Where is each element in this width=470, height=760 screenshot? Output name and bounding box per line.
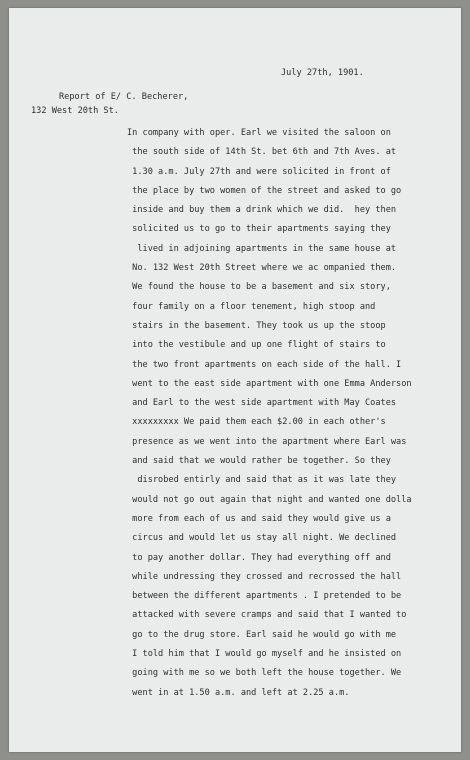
report-body-line: going with me so we both left the house together. We — [127, 668, 402, 679]
report-body-line: into the vestibule and up one flight of stairs to — [127, 340, 386, 351]
report-body-line: and Earl to the west side apartment with May Coates — [127, 398, 397, 409]
report-body-line: attacked with severe cramps and said that I wanted to — [127, 610, 407, 621]
report-body-line: 1.30 a.m. July 27th and were solicited in front of — [127, 166, 391, 177]
report-body — [127, 124, 457, 703]
report-body-line: while undressing they crossed and recrossed the hall — [127, 571, 402, 582]
report-body-line: between the different apartments . I pretended to be — [127, 591, 402, 602]
report-body-line: circus and would let us stay all night. We declined — [127, 533, 397, 544]
report-body-line: go to the drug store. Earl said he would go with me — [127, 629, 397, 640]
report-body-line: went to the east side apartment with one Emma Anderson — [127, 378, 412, 389]
report-body-line: I told him that I would go myself and he insisted on — [127, 649, 402, 660]
report-date: July 27th, 1901. — [281, 68, 364, 78]
report-body-line: went in at 1.50 a.m. and left at 2.25 a.m. — [127, 687, 350, 698]
document-page — [9, 8, 461, 752]
report-body-line: solicited us to go to their apartments saying they — [127, 224, 391, 235]
report-body-line: more from each of us and said they would give us a — [127, 513, 391, 524]
report-body-line: No. 132 West 20th Street where we ac ompanied them. — [127, 263, 397, 274]
report-body-line: would not go out again that night and wanted one dolla — [127, 494, 412, 505]
report-body-line: stairs in the basement. They took us up the stoop — [127, 320, 386, 331]
report-body-line: four family on a floor tenement, high stoop and — [127, 301, 376, 312]
report-body-line: xxxxxxxxx We paid them each $2.00 in each other's — [127, 417, 386, 428]
report-body-line: lived in adjoining apartments in the same house at — [127, 243, 397, 254]
report-body-line: the south side of 14th St. bet 6th and 7th Aves. at — [127, 147, 397, 158]
report-body-line: the place by two women of the street and asked to go — [127, 185, 402, 196]
report-body-line: We found the house to be a basement and six story, — [127, 282, 391, 293]
report-body-line: the two front apartments on each side of the hall. I — [127, 359, 402, 370]
report-author-line: Report of E/ C. Becherer, — [59, 92, 189, 102]
report-body-line: and said that we would rather be together. So they — [127, 456, 391, 467]
report-body-line: presence as we went into the apartment where Earl was — [127, 436, 407, 447]
report-body-line: inside and buy them a drink which we did. hey then — [127, 205, 397, 216]
report-body-line: In company with oper. Earl we visited the saloon on — [127, 128, 391, 138]
report-body-line: disrobed entirly and said that as it was late they — [127, 475, 397, 486]
report-address-line: 132 West 20th St. — [31, 106, 119, 116]
report-body-line: to pay another dollar. They had everything off and — [127, 552, 391, 563]
